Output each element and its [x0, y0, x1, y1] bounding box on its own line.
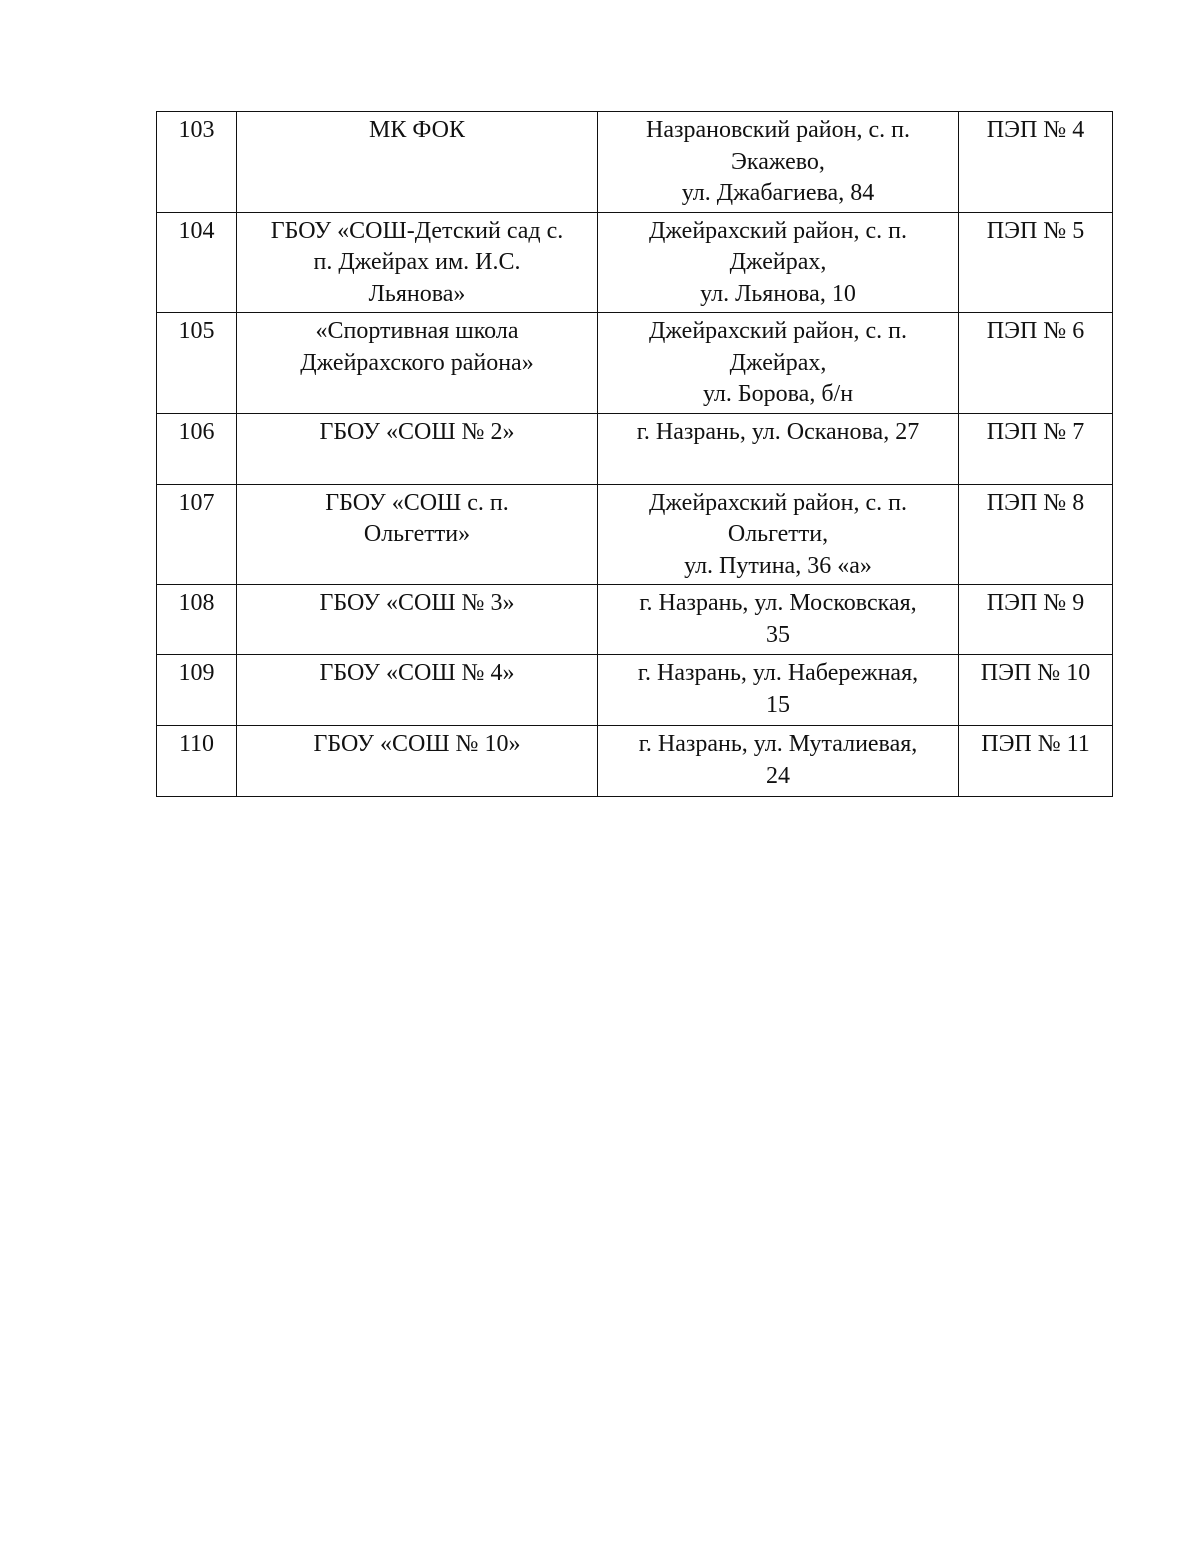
- pep-code-cell: ПЭП № 5: [959, 212, 1113, 313]
- address-cell: г. Назрань, ул. Московская, 35: [598, 585, 959, 655]
- address-cell: Джейрахский район, с. п. Джейрах, ул. Льянова, 10: [598, 212, 959, 313]
- institution-name-cell: ГБОУ «СОШ № 10»: [237, 726, 598, 797]
- address-cell: г. Назрань, ул. Набережная, 15: [598, 655, 959, 726]
- pep-code-cell: ПЭП № 10: [959, 655, 1113, 726]
- institution-name-cell: МК ФОК: [237, 112, 598, 213]
- row-number-cell: 107: [157, 484, 237, 585]
- exam-points-table: [156, 111, 1113, 797]
- address-cell: Джейрахский район, с. п. Ольгетти, ул. Путина, 36 «а»: [598, 484, 959, 585]
- institution-name-cell: «Спортивная школа Джейрахского района»: [237, 313, 598, 414]
- table-row: [157, 413, 1113, 484]
- address-cell: г. Назрань, ул. Осканова, 27: [598, 413, 959, 484]
- table-row: [157, 484, 1113, 585]
- row-number-cell: 103: [157, 112, 237, 213]
- row-number-cell: 104: [157, 212, 237, 313]
- table-row: [157, 585, 1113, 655]
- address-cell: г. Назрань, ул. Муталиевая, 24: [598, 726, 959, 797]
- row-number-cell: 108: [157, 585, 237, 655]
- table-row: [157, 726, 1113, 797]
- pep-code-cell: ПЭП № 9: [959, 585, 1113, 655]
- institution-name-cell: ГБОУ «СОШ № 4»: [237, 655, 598, 726]
- address-cell: Джейрахский район, с. п. Джейрах, ул. Борова, б/н: [598, 313, 959, 414]
- pep-code-cell: ПЭП № 6: [959, 313, 1113, 414]
- pep-code-cell: ПЭП № 11: [959, 726, 1113, 797]
- table-row: [157, 112, 1113, 213]
- pep-code-cell: ПЭП № 7: [959, 413, 1113, 484]
- table-row: [157, 655, 1113, 726]
- table-row: [157, 313, 1113, 414]
- row-number-cell: 106: [157, 413, 237, 484]
- row-number-cell: 110: [157, 726, 237, 797]
- pep-code-cell: ПЭП № 8: [959, 484, 1113, 585]
- table-row: [157, 212, 1113, 313]
- institution-name-cell: ГБОУ «СОШ № 3»: [237, 585, 598, 655]
- pep-code-cell: ПЭП № 4: [959, 112, 1113, 213]
- institution-name-cell: ГБОУ «СОШ с. п. Ольгетти»: [237, 484, 598, 585]
- row-number-cell: 109: [157, 655, 237, 726]
- address-cell: Назрановский район, с. п. Экажево, ул. Джабагиева, 84: [598, 112, 959, 213]
- institution-name-cell: ГБОУ «СОШ № 2»: [237, 413, 598, 484]
- institution-name-cell: ГБОУ «СОШ-Детский сад с. п. Джейрах им. И.С. Льянова»: [237, 212, 598, 313]
- row-number-cell: 105: [157, 313, 237, 414]
